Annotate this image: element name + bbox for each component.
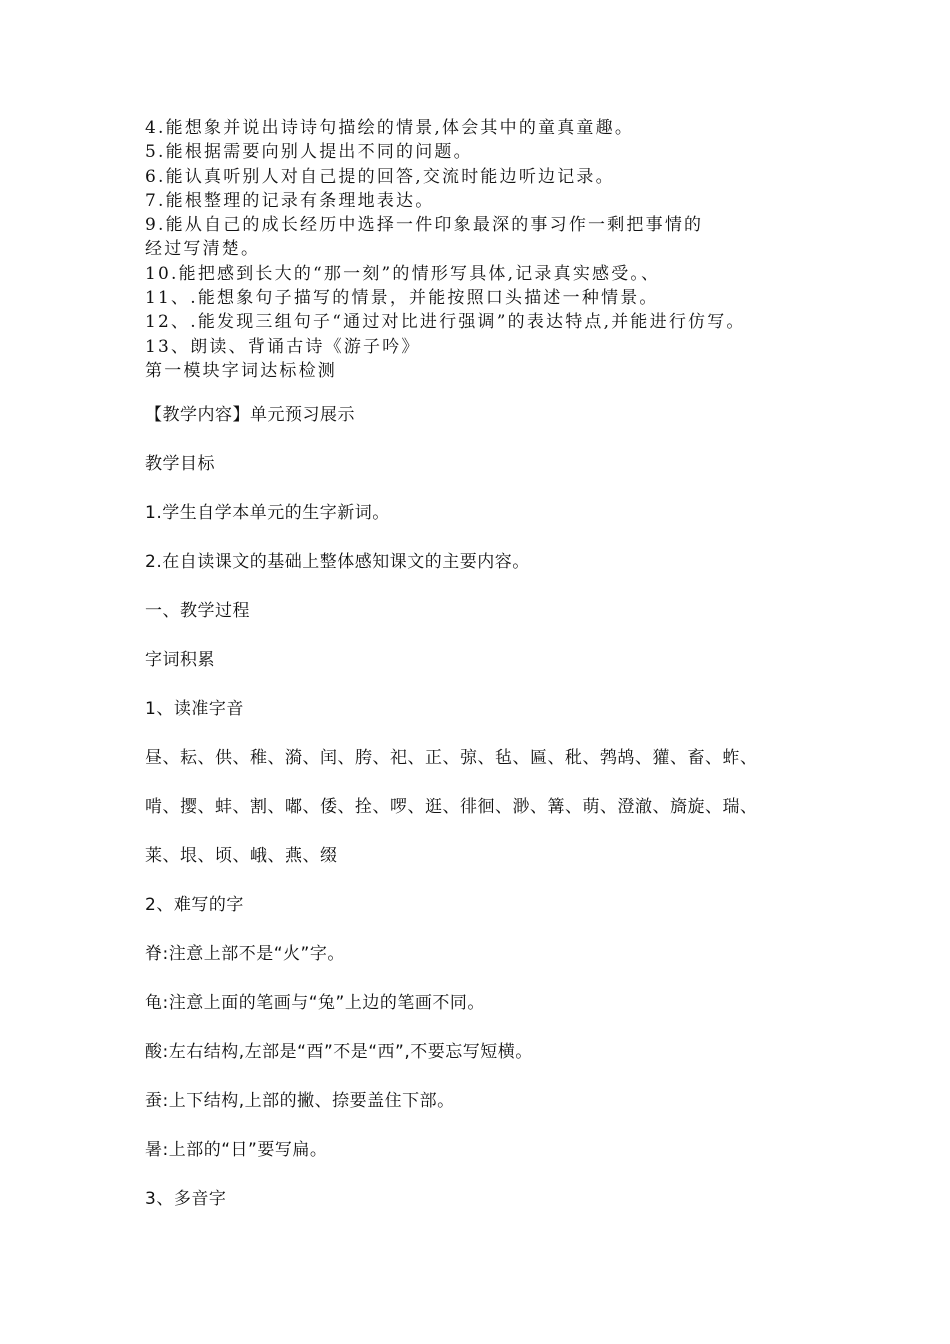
character-list: 啃、撄、蚌、割、嘟、倭、拴、啰、逛、徘徊、渺、篝、萌、澄澈、旖旋、瑞、 (145, 797, 758, 817)
hard-char-note: 酸:左右结构,左部是“酉”不是“西”,不要忘写短横。 (145, 1042, 533, 1062)
objective-line: 12、.能发现三组句子“通过对比进行强调”的表达特点,并能进行仿写。 (145, 312, 746, 333)
character-list: 昼、耘、供、稚、漪、闰、胯、祀、正、弶、毡、匾、秕、鹁鸪、獾、畜、蚱、 (145, 748, 758, 768)
content-title: 【教学内容】单元预习展示 (145, 405, 355, 425)
character-list: 莱、垠、顷、峨、燕、缀 (145, 846, 338, 866)
lesson-content (145, 403, 825, 1212)
objective-line: 13、朗读、背诵古诗《游子吟》 (145, 336, 421, 357)
polyphone-heading: 3、多音字 (145, 1189, 227, 1209)
objective-line: 10.能把感到长大的“那一刻”的情形写具体,记录真实感受。、 (145, 263, 661, 284)
hard-chars-heading: 2、难写的字 (145, 895, 244, 915)
goal-item: 1.学生自学本单元的生字新词。 (145, 503, 390, 523)
hard-char-note: 蚕:上下结构,上部的撇、捺要盖住下部。 (145, 1091, 455, 1111)
goal-item: 2.在自读课文的基础上整体感知课文的主要内容。 (145, 552, 530, 572)
objective-line: 经过写清楚。 (145, 239, 261, 260)
objectives-list (145, 116, 825, 383)
hard-char-note: 脊:注意上部不是“火”字。 (145, 944, 345, 964)
process-heading: 一、教学过程 (145, 601, 250, 621)
hard-char-note: 龟:注意上面的笔画与“兔”上边的笔画不同。 (145, 993, 485, 1013)
goals-heading: 教学目标 (145, 454, 215, 474)
module-title: 第一模块字词达标检测 (145, 360, 337, 381)
vocab-heading: 字词积累 (145, 650, 215, 670)
objective-line: 11、.能想象句子描写的情景，并能按照口头描述一种情景。 (145, 288, 659, 309)
pronounce-heading: 1、读准字音 (145, 699, 244, 719)
objective-line: 4.能想象并说出诗诗句描绘的情景,体会其中的童真童趣。 (145, 118, 635, 138)
objective-line: 5.能根据需要向别人提出不同的问题。 (145, 142, 473, 163)
objective-line: 9.能从自己的成长经历中选择一件印象最深的事习作一剩把事情的 (145, 215, 704, 236)
objective-line: 6.能认真听别人对自己提的回答,交流时能边听边记录。 (145, 166, 615, 187)
hard-char-note: 暑:上部的“日”要写扁。 (145, 1140, 328, 1160)
objective-line: 7.能根整理的记录有条理地表达。 (145, 190, 435, 211)
